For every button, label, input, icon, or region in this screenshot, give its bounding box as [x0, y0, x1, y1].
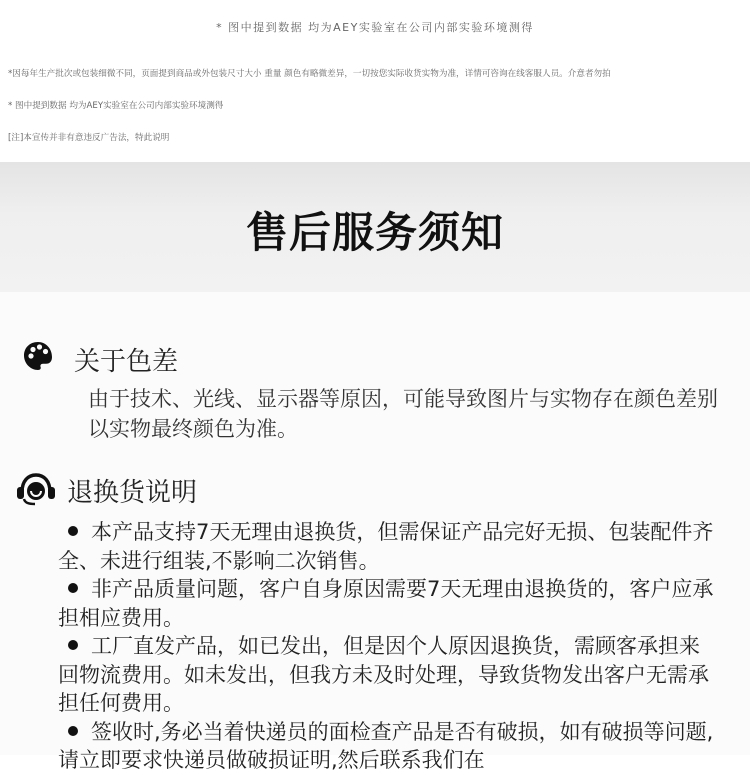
list-item-text: 非产品质量问题，客户自身原因需要7天无理由退换货的，客户应承担相应费用。 — [58, 577, 714, 630]
palette-icon — [22, 340, 54, 372]
list-item-text: 本产品支持7天无理由退换货，但需保证产品完好无损、包装配件齐全、未进行组装,不影响二次销售。 — [58, 520, 714, 573]
list-item — [58, 632, 718, 718]
variance-notice: *因每年生产批次或包装细微不同，页面提到商品或外包装尺寸大小 重量 颜色有略微差异，一切按您实际收货实物为准，详情可咨询在线客服人员。介意者勿拍 — [8, 69, 611, 79]
list-item — [58, 575, 718, 632]
list-item — [58, 518, 718, 575]
list-item-text: 签收时,务必当着快递员的面检查产品是否有破损，如有破损等问题,请立即要求快递员做破损证明,然后联系我们在 — [58, 719, 714, 772]
ad-law-note: [注]本宣传并非有意违反广告法，特此说明 — [8, 133, 170, 143]
data-disclaimer: * 图中提到数据 均为AEY实验室在公司内部实验环境测得 — [8, 101, 224, 111]
headset-icon — [16, 472, 56, 506]
bullet-dot — [68, 726, 78, 736]
return-policy-list — [58, 518, 718, 775]
return-policy-heading: 退换货说明 — [67, 478, 198, 508]
bullet-dot — [68, 640, 78, 650]
color-difference-heading: 关于色差 — [74, 347, 179, 377]
data-disclaimer-top: * 图中提到数据 均为AEY实验室在公司内部实验环境测得 — [216, 21, 534, 34]
list-item-text: 工厂直发产品，如已发出，但是因个人原因退换货，需顾客承担来回物流费用。如未发出，但我方未及时处理，导致货物发出客户无需承担任何费用。 — [58, 634, 709, 715]
bullet-dot — [68, 583, 78, 593]
bullet-dot — [68, 526, 78, 536]
header-banner — [0, 162, 750, 292]
color-difference-text: 由于技术、光线、显示器等原因，可能导致图片与实物存在颜色差别以实物最终颜色为准。 — [88, 387, 718, 441]
page-title: 售后服务须知 — [245, 208, 504, 257]
list-item — [58, 718, 718, 775]
